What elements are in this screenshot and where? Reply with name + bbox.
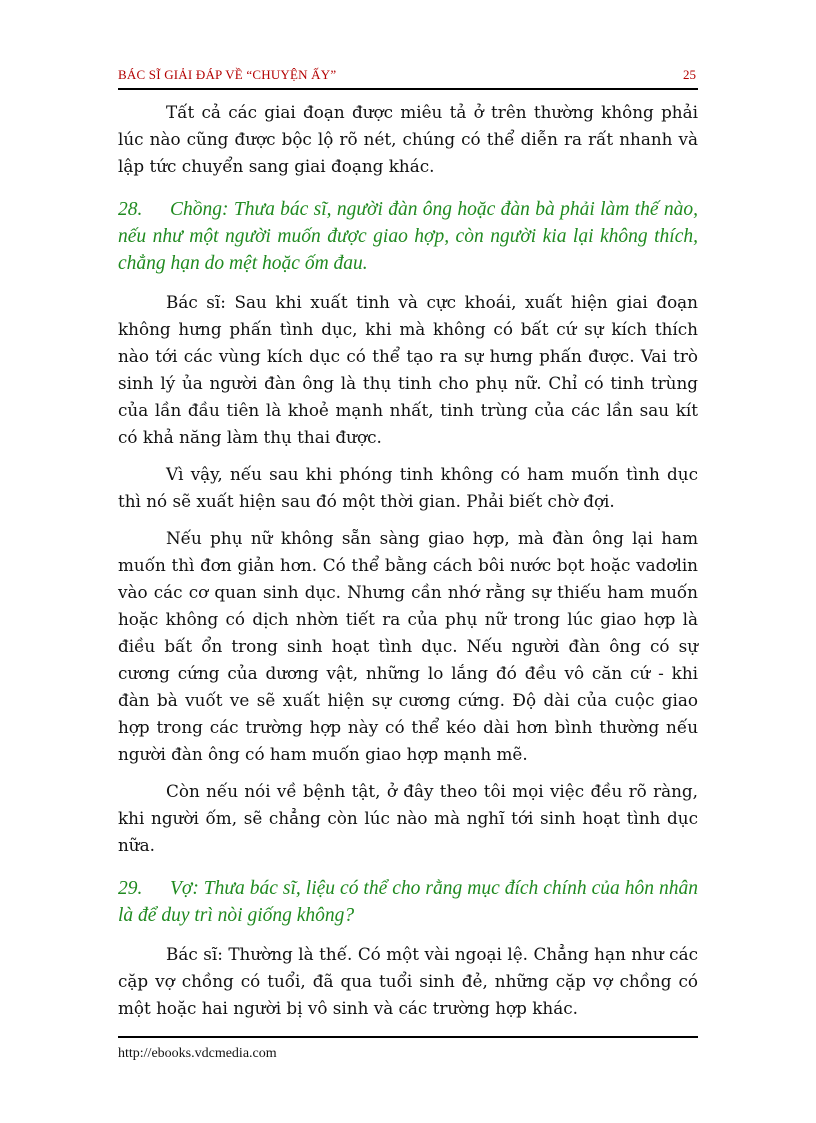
paragraph-5: Còn nếu nói về bệnh tật, ở đây theo tôi mọi việc đều rõ ràng, khi người ốm, sẽ chẳng còn lúc nào mà nghĩ tới sinh hoạt tình dục nữa. [118,781,698,855]
footer-rule [118,1036,698,1038]
paragraph-1: Tất cả các giai đoạn được miêu tả ở trên thường không phải lúc nào cũng được bộc lộ rõ nét, chúng có thể diễn ra rất nhanh và lập tức chuyển sang giai đoạng khác. [118,102,698,176]
question-28-number: 28. [118,199,143,220]
question-29 [118,875,698,929]
paragraph-4: Nếu phụ nữ không sẵn sàng giao hợp, mà đàn ông lại ham muốn thì đơn giản hơn. Có thể bằng cách bôi nước bọt hoặc vadơlin vào các cơ quan sinh dục. Nhưng cần nhớ rằng sự thiếu ham muốn hoặc không có dịch nhờn tiết ra của phụ nữ trong lúc giao hợp là điều bất ổn trong sinh hoạt tình dục. Nếu người đàn ông có sự cương cứng của dương vật, những lo lắng đó đều vô căn cứ - khi đàn bà vuốt ve sẽ xuất hiện sự cương cứng. Độ dài của cuộc giao hợp trong các trường hợp này có thể kéo dài hơn bình thường nếu người đàn ông có ham muốn giao hợp mạnh mẽ. [118,528,698,764]
question-28-text: Chồng: Thưa bác sĩ, người đàn ông hoặc đàn bà phải làm thế nào, nếu như một người muốn được giao hợp, còn người kia lại không thích, chẳng hạn do mệt hoặc ốm đau. [118,199,698,274]
paragraph-6: Bác sĩ: Thường là thế. Có một vài ngoại lệ. Chẳng hạn như các cặp vợ chồng có tuổi, đã qua tuổi sinh đẻ, những cặp vợ chồng có một hoặc hai người bị vô sinh và các trường hợp khác. [118,944,698,1018]
header-title: BÁC SĨ GIẢI ĐÁP VỀ “CHUYỆN ẤY” [118,67,337,82]
footer-link[interactable]: http://ebooks.vdcmedia.com [118,1046,277,1061]
page-number: 25 [683,67,696,82]
paragraph-3: Vì vậy, nếu sau khi phóng tinh không có ham muốn tình dục thì nó sẽ xuất hiện sau đó một thời gian. Phải biết chờ đợi. [118,464,698,511]
question-29-number: 29. [118,878,143,899]
question-29-text: Vợ: Thưa bác sĩ, liệu có thể cho rằng mục đích chính của hôn nhân là để duy trì nòi giống không? [118,878,698,926]
running-header [118,63,698,85]
header-rule [118,88,698,90]
page-body [118,99,698,1032]
question-28 [118,196,698,277]
paragraph-2: Bác sĩ: Sau khi xuất tinh và cực khoái, xuất hiện giai đoạn không hưng phấn tình dục, khi mà không có bất cứ sự kích thích nào tới các vùng kích dục có thể tạo ra sự hưng phấn được. Vai trò sinh lý ủa người đàn ông là thụ tinh cho phụ nữ. Chỉ có tinh trùng của lần đầu tiên là khoẻ mạnh nhất, tinh trùng của các lần sau kít có khả năng làm thụ thai được. [118,292,698,447]
